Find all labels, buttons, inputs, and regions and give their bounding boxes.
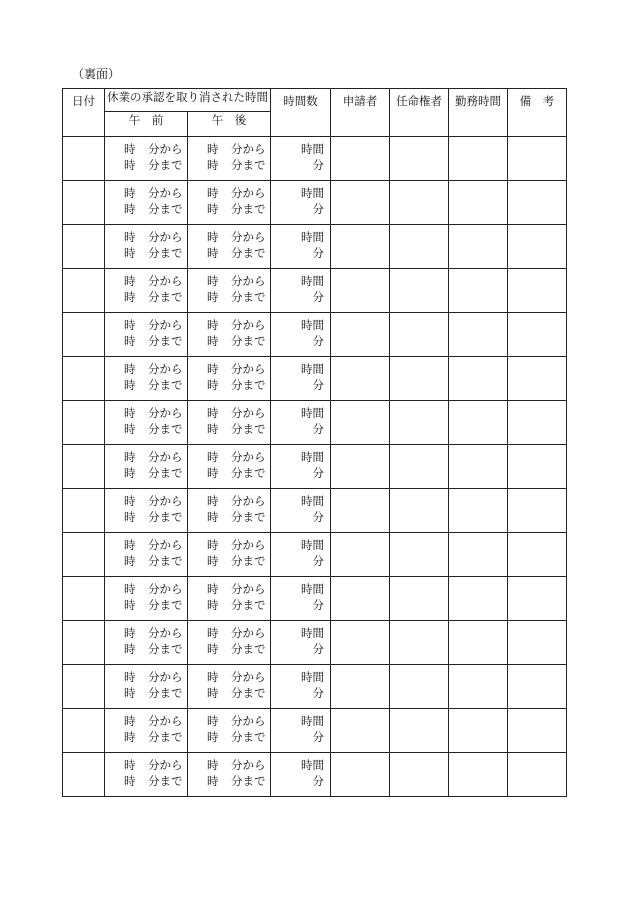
to-minutes-label: 分まで: [148, 201, 183, 216]
hour-label: 時: [124, 714, 136, 728]
morning-time-cell: [105, 269, 188, 313]
hours-unit-label: 時間: [301, 670, 324, 684]
to-minutes-label: 分まで: [148, 509, 183, 524]
hour-label: 時: [207, 201, 219, 216]
hour-label: 時: [207, 626, 219, 640]
from-minutes-label: 分から: [148, 142, 183, 156]
from-minutes-label: 分から: [231, 714, 266, 728]
hour-label: 時: [207, 641, 219, 656]
applicant-cell[interactable]: [331, 357, 390, 401]
hour-label: 時: [124, 465, 136, 480]
hour-label: 時: [124, 641, 136, 656]
date-cell[interactable]: [63, 181, 105, 225]
to-minutes-label: 分まで: [148, 465, 183, 480]
from-minutes-label: 分から: [148, 582, 183, 596]
afternoon-time-cell: [188, 621, 271, 665]
to-minutes-label: 分まで: [148, 729, 183, 744]
hour-label: 時: [207, 377, 219, 392]
date-cell[interactable]: [63, 401, 105, 445]
from-minutes-label: 分から: [148, 362, 183, 376]
from-minutes-label: 分から: [231, 626, 266, 640]
afternoon-time-cell: [188, 401, 271, 445]
date-cell[interactable]: [63, 445, 105, 489]
work-time-cell[interactable]: [449, 137, 508, 181]
to-minutes-label: 分まで: [231, 641, 266, 656]
date-cell[interactable]: [63, 357, 105, 401]
to-minutes-label: 分まで: [231, 685, 266, 700]
hour-label: 時: [124, 377, 136, 392]
table-row: [63, 665, 567, 709]
hour-label: 時: [124, 729, 136, 744]
appointer-cell[interactable]: [390, 357, 449, 401]
header-remarks: 備 考: [508, 89, 567, 137]
appointer-cell[interactable]: [390, 533, 449, 577]
header-applicant: 申請者: [331, 89, 390, 137]
minutes-unit-label: 分: [312, 245, 324, 260]
afternoon-time-cell: [188, 665, 271, 709]
hour-label: 時: [207, 714, 219, 728]
remarks-cell[interactable]: [508, 445, 567, 489]
hours-unit-label: 時間: [301, 274, 324, 288]
hours-unit-label: 時間: [301, 362, 324, 376]
work-time-cell[interactable]: [449, 753, 508, 797]
hour-label: 時: [124, 289, 136, 304]
from-minutes-label: 分から: [231, 670, 266, 684]
remarks-cell[interactable]: [508, 577, 567, 621]
date-cell[interactable]: [63, 577, 105, 621]
minutes-unit-label: 分: [312, 289, 324, 304]
morning-time-cell: [105, 225, 188, 269]
minutes-unit-label: 分: [312, 509, 324, 524]
hour-label: 時: [124, 582, 136, 596]
appointer-cell[interactable]: [390, 753, 449, 797]
table-row: [63, 269, 567, 313]
header-row: [63, 89, 567, 112]
minutes-unit-label: 分: [312, 157, 324, 172]
applicant-cell[interactable]: [331, 621, 390, 665]
date-cell[interactable]: [63, 313, 105, 357]
hour-label: 時: [207, 538, 219, 552]
work-time-cell[interactable]: [449, 489, 508, 533]
applicant-cell[interactable]: [331, 225, 390, 269]
applicant-cell[interactable]: [331, 533, 390, 577]
hour-label: 時: [207, 582, 219, 596]
hours-unit-label: 時間: [301, 714, 324, 728]
afternoon-time-cell: [188, 225, 271, 269]
minutes-unit-label: 分: [312, 685, 324, 700]
appointer-cell[interactable]: [390, 137, 449, 181]
afternoon-time-cell: [188, 533, 271, 577]
afternoon-time-cell: [188, 181, 271, 225]
hours-cell: [271, 577, 331, 621]
work-time-cell[interactable]: [449, 533, 508, 577]
appointer-cell[interactable]: [390, 489, 449, 533]
hour-label: 時: [207, 670, 219, 684]
appointer-cell[interactable]: [390, 577, 449, 621]
morning-time-cell: [105, 181, 188, 225]
remarks-cell[interactable]: [508, 621, 567, 665]
to-minutes-label: 分まで: [231, 509, 266, 524]
hours-cell: [271, 533, 331, 577]
appointer-cell[interactable]: [390, 269, 449, 313]
hour-label: 時: [207, 685, 219, 700]
from-minutes-label: 分から: [231, 362, 266, 376]
hour-label: 時: [124, 157, 136, 172]
hour-label: 時: [207, 318, 219, 332]
applicant-cell[interactable]: [331, 753, 390, 797]
afternoon-time-cell: [188, 137, 271, 181]
header-afternoon: 午 後: [188, 112, 271, 137]
remarks-cell[interactable]: [508, 401, 567, 445]
hour-label: 時: [207, 289, 219, 304]
date-cell[interactable]: [63, 533, 105, 577]
hours-cell: [271, 269, 331, 313]
from-minutes-label: 分から: [148, 318, 183, 332]
remarks-cell[interactable]: [508, 665, 567, 709]
from-minutes-label: 分から: [148, 670, 183, 684]
minutes-unit-label: 分: [312, 773, 324, 788]
remarks-cell[interactable]: [508, 269, 567, 313]
to-minutes-label: 分まで: [148, 245, 183, 260]
hour-label: 時: [207, 142, 219, 156]
hour-label: 時: [124, 758, 136, 772]
table-row: [63, 181, 567, 225]
work-time-cell[interactable]: [449, 445, 508, 489]
hour-label: 時: [124, 685, 136, 700]
morning-time-cell: [105, 489, 188, 533]
appointer-cell[interactable]: [390, 225, 449, 269]
hour-label: 時: [124, 494, 136, 508]
to-minutes-label: 分まで: [148, 773, 183, 788]
header-hours: 時間数: [271, 89, 331, 137]
remarks-cell[interactable]: [508, 313, 567, 357]
hour-label: 時: [124, 186, 136, 200]
hour-label: 時: [124, 245, 136, 260]
to-minutes-label: 分まで: [148, 597, 183, 612]
minutes-unit-label: 分: [312, 641, 324, 656]
from-minutes-label: 分から: [148, 538, 183, 552]
date-cell[interactable]: [63, 269, 105, 313]
from-minutes-label: 分から: [148, 494, 183, 508]
to-minutes-label: 分まで: [231, 377, 266, 392]
hour-label: 時: [124, 509, 136, 524]
hours-cell: [271, 489, 331, 533]
remarks-cell[interactable]: [508, 489, 567, 533]
to-minutes-label: 分まで: [231, 157, 266, 172]
morning-time-cell: [105, 357, 188, 401]
work-time-cell[interactable]: [449, 665, 508, 709]
from-minutes-label: 分から: [148, 450, 183, 464]
applicant-cell[interactable]: [331, 137, 390, 181]
table-row: [63, 313, 567, 357]
hour-label: 時: [207, 333, 219, 348]
header-date: 日付: [63, 89, 105, 137]
hour-label: 時: [124, 773, 136, 788]
hours-cell: [271, 181, 331, 225]
work-time-cell[interactable]: [449, 577, 508, 621]
minutes-unit-label: 分: [312, 201, 324, 216]
afternoon-time-cell: [188, 577, 271, 621]
hour-label: 時: [124, 333, 136, 348]
hours-unit-label: 時間: [301, 538, 324, 552]
hours-unit-label: 時間: [301, 142, 324, 156]
from-minutes-label: 分から: [231, 582, 266, 596]
hours-cell: [271, 665, 331, 709]
hours-unit-label: 時間: [301, 318, 324, 332]
minutes-unit-label: 分: [312, 597, 324, 612]
from-minutes-label: 分から: [231, 450, 266, 464]
hour-label: 時: [124, 406, 136, 420]
to-minutes-label: 分まで: [231, 773, 266, 788]
table-row: [63, 577, 567, 621]
morning-time-cell: [105, 665, 188, 709]
minutes-unit-label: 分: [312, 465, 324, 480]
from-minutes-label: 分から: [231, 230, 266, 244]
from-minutes-label: 分から: [231, 274, 266, 288]
minutes-unit-label: 分: [312, 553, 324, 568]
to-minutes-label: 分まで: [148, 377, 183, 392]
hour-label: 時: [124, 538, 136, 552]
work-time-cell[interactable]: [449, 181, 508, 225]
hour-label: 時: [207, 450, 219, 464]
appointer-cell[interactable]: [390, 445, 449, 489]
hour-label: 時: [207, 157, 219, 172]
afternoon-time-cell: [188, 313, 271, 357]
morning-time-cell: [105, 577, 188, 621]
afternoon-time-cell: [188, 709, 271, 753]
table-row: [63, 533, 567, 577]
applicant-cell[interactable]: [331, 181, 390, 225]
to-minutes-label: 分まで: [148, 157, 183, 172]
hours-cell: [271, 357, 331, 401]
hour-label: 時: [207, 465, 219, 480]
page-side-label: （裏面）: [72, 67, 121, 81]
table-row: [63, 709, 567, 753]
morning-time-cell: [105, 445, 188, 489]
hours-unit-label: 時間: [301, 494, 324, 508]
work-time-cell[interactable]: [449, 357, 508, 401]
remarks-cell[interactable]: [508, 753, 567, 797]
date-cell[interactable]: [63, 665, 105, 709]
hours-cell: [271, 313, 331, 357]
appointer-cell[interactable]: [390, 401, 449, 445]
header-morning: 午 前: [105, 112, 188, 137]
to-minutes-label: 分まで: [148, 641, 183, 656]
from-minutes-label: 分から: [231, 494, 266, 508]
hour-label: 時: [124, 274, 136, 288]
from-minutes-label: 分から: [231, 318, 266, 332]
afternoon-time-cell: [188, 357, 271, 401]
hour-label: 時: [207, 729, 219, 744]
remarks-cell[interactable]: [508, 137, 567, 181]
hours-unit-label: 時間: [301, 186, 324, 200]
table-row: [63, 137, 567, 181]
from-minutes-label: 分から: [231, 406, 266, 420]
to-minutes-label: 分まで: [231, 553, 266, 568]
from-minutes-label: 分から: [148, 274, 183, 288]
applicant-cell[interactable]: [331, 445, 390, 489]
header-cancelled-time: 休業の承認を取り消された時間: [105, 89, 271, 112]
morning-time-cell: [105, 709, 188, 753]
to-minutes-label: 分まで: [231, 421, 266, 436]
morning-time-cell: [105, 137, 188, 181]
hour-label: 時: [207, 773, 219, 788]
morning-time-cell: [105, 753, 188, 797]
to-minutes-label: 分まで: [231, 597, 266, 612]
appointer-cell[interactable]: [390, 181, 449, 225]
hour-label: 時: [207, 509, 219, 524]
applicant-cell[interactable]: [331, 709, 390, 753]
hour-label: 時: [124, 142, 136, 156]
date-cell[interactable]: [63, 489, 105, 533]
afternoon-time-cell: [188, 269, 271, 313]
to-minutes-label: 分まで: [231, 729, 266, 744]
applicant-cell[interactable]: [331, 489, 390, 533]
minutes-unit-label: 分: [312, 421, 324, 436]
morning-time-cell: [105, 401, 188, 445]
hours-cell: [271, 137, 331, 181]
hours-unit-label: 時間: [301, 406, 324, 420]
to-minutes-label: 分まで: [148, 553, 183, 568]
hour-label: 時: [207, 186, 219, 200]
from-minutes-label: 分から: [148, 186, 183, 200]
header-work-time: 勤務時間: [449, 89, 508, 137]
hour-label: 時: [124, 553, 136, 568]
from-minutes-label: 分から: [231, 186, 266, 200]
hour-label: 時: [207, 553, 219, 568]
to-minutes-label: 分まで: [148, 421, 183, 436]
date-cell[interactable]: [63, 753, 105, 797]
hours-cell: [271, 445, 331, 489]
hour-label: 時: [207, 362, 219, 376]
to-minutes-label: 分まで: [231, 333, 266, 348]
date-cell[interactable]: [63, 621, 105, 665]
work-time-cell[interactable]: [449, 621, 508, 665]
remarks-cell[interactable]: [508, 225, 567, 269]
to-minutes-label: 分まで: [231, 245, 266, 260]
table-row: [63, 225, 567, 269]
table-row: [63, 357, 567, 401]
work-time-cell[interactable]: [449, 313, 508, 357]
afternoon-time-cell: [188, 753, 271, 797]
applicant-cell[interactable]: [331, 577, 390, 621]
remarks-cell[interactable]: [508, 181, 567, 225]
from-minutes-label: 分から: [148, 406, 183, 420]
from-minutes-label: 分から: [231, 142, 266, 156]
hour-label: 時: [124, 670, 136, 684]
table-row: [63, 445, 567, 489]
work-time-cell[interactable]: [449, 269, 508, 313]
hour-label: 時: [124, 201, 136, 216]
hour-label: 時: [207, 230, 219, 244]
to-minutes-label: 分まで: [231, 465, 266, 480]
minutes-unit-label: 分: [312, 377, 324, 392]
hours-unit-label: 時間: [301, 582, 324, 596]
from-minutes-label: 分から: [148, 714, 183, 728]
morning-time-cell: [105, 313, 188, 357]
cancelled-leave-record-table: [62, 88, 567, 797]
hour-label: 時: [207, 245, 219, 260]
applicant-cell[interactable]: [331, 665, 390, 709]
to-minutes-label: 分まで: [148, 289, 183, 304]
table-row: [63, 621, 567, 665]
date-cell[interactable]: [63, 225, 105, 269]
remarks-cell[interactable]: [508, 357, 567, 401]
hour-label: 時: [207, 406, 219, 420]
minutes-unit-label: 分: [312, 333, 324, 348]
applicant-cell[interactable]: [331, 313, 390, 357]
table-row: [63, 401, 567, 445]
morning-time-cell: [105, 621, 188, 665]
work-time-cell[interactable]: [449, 401, 508, 445]
applicant-cell[interactable]: [331, 401, 390, 445]
morning-time-cell: [105, 533, 188, 577]
work-time-cell[interactable]: [449, 709, 508, 753]
hours-unit-label: 時間: [301, 450, 324, 464]
hours-cell: [271, 225, 331, 269]
hour-label: 時: [124, 230, 136, 244]
hours-cell: [271, 401, 331, 445]
afternoon-time-cell: [188, 445, 271, 489]
hours-cell: [271, 753, 331, 797]
from-minutes-label: 分から: [231, 538, 266, 552]
hours-unit-label: 時間: [301, 758, 324, 772]
remarks-cell[interactable]: [508, 709, 567, 753]
appointer-cell[interactable]: [390, 313, 449, 357]
to-minutes-label: 分まで: [231, 289, 266, 304]
hours-cell: [271, 709, 331, 753]
minutes-unit-label: 分: [312, 729, 324, 744]
applicant-cell[interactable]: [331, 269, 390, 313]
date-cell[interactable]: [63, 709, 105, 753]
table-row: [63, 753, 567, 797]
header-appointer: 任命権者: [390, 89, 449, 137]
to-minutes-label: 分まで: [148, 685, 183, 700]
to-minutes-label: 分まで: [231, 201, 266, 216]
hour-label: 時: [124, 450, 136, 464]
appointer-cell[interactable]: [390, 709, 449, 753]
afternoon-time-cell: [188, 489, 271, 533]
hour-label: 時: [207, 597, 219, 612]
hour-label: 時: [124, 362, 136, 376]
table-row: [63, 489, 567, 533]
hour-label: 時: [124, 421, 136, 436]
hour-label: 時: [207, 494, 219, 508]
appointer-cell[interactable]: [390, 621, 449, 665]
hour-label: 時: [124, 318, 136, 332]
from-minutes-label: 分から: [148, 758, 183, 772]
hour-label: 時: [124, 626, 136, 640]
from-minutes-label: 分から: [148, 230, 183, 244]
from-minutes-label: 分から: [231, 758, 266, 772]
to-minutes-label: 分まで: [148, 333, 183, 348]
hours-cell: [271, 621, 331, 665]
appointer-cell[interactable]: [390, 665, 449, 709]
hours-unit-label: 時間: [301, 626, 324, 640]
hours-unit-label: 時間: [301, 230, 324, 244]
date-cell[interactable]: [63, 137, 105, 181]
hour-label: 時: [124, 597, 136, 612]
hour-label: 時: [207, 274, 219, 288]
from-minutes-label: 分から: [148, 626, 183, 640]
hour-label: 時: [207, 758, 219, 772]
work-time-cell[interactable]: [449, 225, 508, 269]
remarks-cell[interactable]: [508, 533, 567, 577]
hour-label: 時: [207, 421, 219, 436]
